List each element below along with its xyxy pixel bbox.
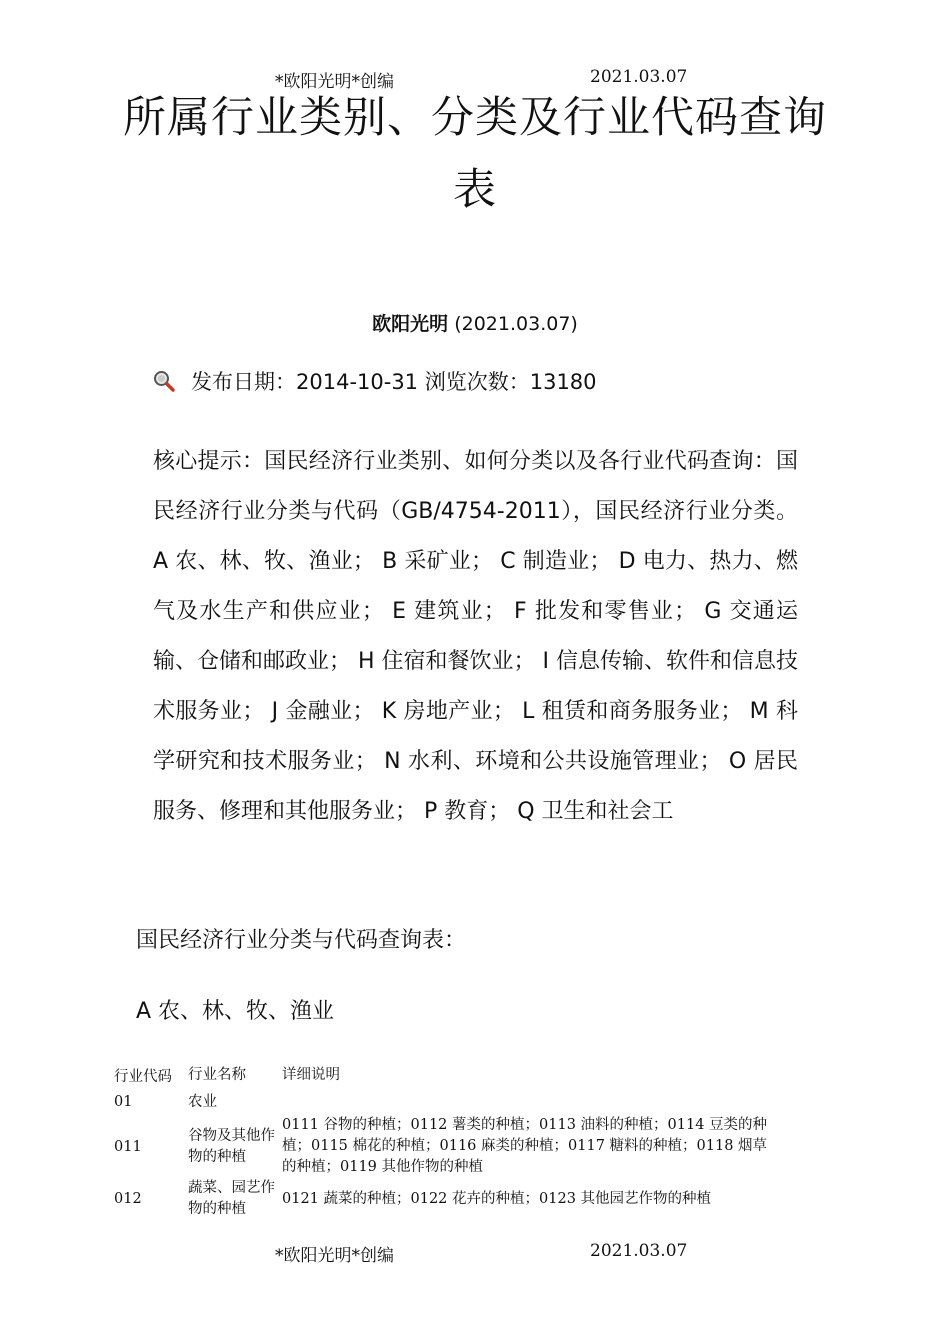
magnifier-icon xyxy=(153,370,175,392)
page-footer-label: *欧阳光明*创编 xyxy=(275,1246,394,1266)
row-name: 谷物及其他作物的种植 xyxy=(188,1127,275,1165)
table-row xyxy=(111,1178,775,1220)
header-code: 行业代码 xyxy=(114,1068,172,1085)
table-header-row xyxy=(111,1061,775,1089)
section-title: 国民经济行业分类与代码查询表： xyxy=(136,928,467,953)
header-description: 详细说明 xyxy=(282,1066,340,1083)
row-code: 011 xyxy=(114,1138,142,1155)
row-description: 0111 谷物的种植；0112 薯类的种植；0113 油料的种植；0114 豆类的种植；0115 棉花的种植；0116 麻类的种植；0117 糖料的种植；0118 烟草的种植；0119 其他作物的种植 xyxy=(282,1117,768,1175)
row-name: 农业 xyxy=(188,1093,217,1110)
row-description xyxy=(279,1089,775,1115)
table-row xyxy=(111,1089,775,1115)
author-line xyxy=(0,309,950,336)
industry-code-table xyxy=(111,1061,775,1220)
row-code: 01 xyxy=(114,1094,133,1110)
header-name: 行业名称 xyxy=(188,1066,246,1083)
page-footer-date: 2021.03.07 xyxy=(590,1241,688,1261)
row-description: 0121 蔬菜的种植；0122 花卉的种植；0123 其他园艺作物的种植 xyxy=(282,1190,712,1207)
document-title: 所属行业类别、分类及行业代码查询表 xyxy=(123,93,827,215)
page-header-label: *欧阳光明*创编 xyxy=(275,72,394,92)
category-title: A 农、林、牧、渔业 xyxy=(136,999,335,1024)
table-row xyxy=(111,1115,775,1178)
row-name: 蔬菜、园艺作物的种植 xyxy=(188,1180,275,1217)
publish-meta xyxy=(153,366,597,396)
page-header-date: 2021.03.07 xyxy=(590,67,688,87)
summary-paragraph: 核心提示：国民经济行业类别、如何分类以及各行业代码查询：国民经济行业分类与代码（GB/4754-2011），国民经济行业分类。 A 农、林、牧、渔业； B 采矿业； C 制造业； D 电力、热力、燃气及水生产和供应业； E 建筑业； F 批发和零售业； G 交通运输、仓储和邮政业； H 住宿和餐饮业； I 信息传输、软件和信息技术服务业； J 金融业； K 房地产业； L 租赁和商务服务业； M 科学研究和技术服务业； N 水利、环境和公共设施管理业； O 居民服务、修理和其他服务业； P 教育； Q 卫生和社会工 xyxy=(153,449,799,824)
author-date: (2021.03.07) xyxy=(454,313,578,335)
publish-meta-text: 发布日期：2014-10-31 浏览次数：13180 xyxy=(191,370,597,394)
author-name: 欧阳光明 xyxy=(372,313,449,335)
row-code: 012 xyxy=(114,1191,142,1207)
